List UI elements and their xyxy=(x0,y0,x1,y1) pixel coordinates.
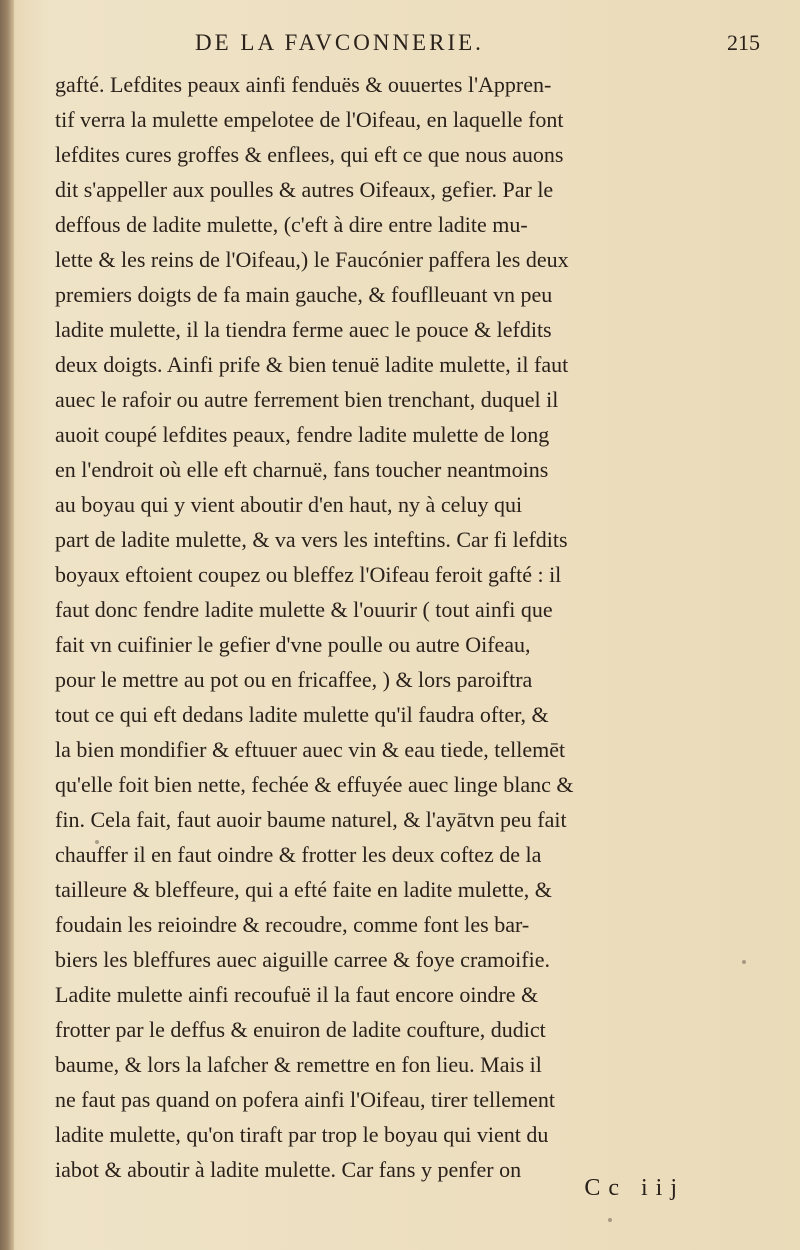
text-line: deffous de ladite mulette, (c'eft à dire entre ladite mu- xyxy=(55,212,528,237)
text-line: faut donc fendre ladite mulette & l'ouurir ( tout ainfi que xyxy=(55,597,553,622)
page-number: 215 xyxy=(727,30,760,55)
text-line: fait vn cuifinier le gefier d'vne poulle ou autre Oifeau, xyxy=(55,632,531,657)
text-line: auoit coupé lefdites peaux, fendre ladite mulette de long xyxy=(55,422,550,447)
text-line: ne faut pas quand on pofera ainfi l'Oifeau, tirer tellement xyxy=(55,1087,555,1112)
text-line: ladite mulette, il la tiendra ferme auec le pouce & lefdits xyxy=(55,317,552,342)
text-line: Ladite mulette ainfi recoufuë il la faut encore oindre & xyxy=(55,982,539,1007)
text-line: dit s'appeller aux poulles & autres Oifeaux, gefier. Par le xyxy=(55,177,554,202)
text-line: au boyau qui y vient aboutir d'en haut, ny à celuy qui xyxy=(55,492,523,517)
text-line: lefdites cures groffes & enflees, qui eft ce que nous auons xyxy=(55,142,564,167)
ink-speck xyxy=(608,1218,612,1222)
ink-speck xyxy=(95,840,99,844)
running-head: DE LA FAVCONNERIE. xyxy=(195,30,484,55)
text-line: ladite mulette, qu'on tiraft par trop le boyau qui vient du xyxy=(55,1122,549,1147)
text-line: chauffer il en faut oindre & frotter les deux coftez de la xyxy=(55,842,542,867)
text-line: tif verra la mulette empelotee de l'Oifeau, en laquelle font xyxy=(55,107,564,132)
text-line: la bien mondifier & eftuuer auec vin & eau tiede, tellemēt xyxy=(55,737,566,762)
text-line: fin. Cela fait, faut auoir baume naturel, & l'ayātvn peu fait xyxy=(55,807,567,832)
text-line: boyaux eftoient coupez ou bleffez l'Oifeau feroit gafté : il xyxy=(55,562,562,587)
text-line: qu'elle foit bien nette, fechée & effuyée auec linge blanc & xyxy=(55,772,574,797)
text-line: tout ce qui eft dedans ladite mulette qu'il faudra ofter, & xyxy=(55,702,549,727)
text-line: lette & les reins de l'Oifeau,) le Faucónier paffera les deux xyxy=(55,247,569,272)
text-line: frotter par le deffus & enuiron de ladite coufture, dudict xyxy=(55,1017,546,1042)
page-header xyxy=(195,30,760,65)
text-line: pour le mettre au pot ou en fricaffee, ) & lors paroiftra xyxy=(55,667,533,692)
text-line: tailleure & bleffeure, qui a efté faite en ladite mulette, & xyxy=(55,877,552,902)
text-line: en l'endroit où elle eft charnuë, fans toucher neantmoins xyxy=(55,457,549,482)
page-binding-edge xyxy=(0,0,14,1250)
ink-speck xyxy=(742,960,746,964)
text-line: premiers doigts de fa main gauche, & fouflleuant vn peu xyxy=(55,282,553,307)
signature-mark: Cc iij xyxy=(584,1175,685,1201)
main-text xyxy=(55,67,765,1187)
text-line: auec le rafoir ou autre ferrement bien trenchant, duquel il xyxy=(55,387,559,412)
text-line: baume, & lors la lafcher & remettre en fon lieu. Mais il xyxy=(55,1052,542,1077)
text-line: biers les bleffures auec aiguille carree & foye cramoifie. xyxy=(55,947,550,972)
text-line: gafté. Lefdites peaux ainfi fenduës & ouuertes l'Appren- xyxy=(55,72,552,97)
text-line: part de ladite mulette, & va vers les inteftins. Car fi lefdits xyxy=(55,527,568,552)
text-line: foudain les reioindre & recoudre, comme font les bar- xyxy=(55,912,530,937)
text-line: iabot & aboutir à ladite mulette. Car fans y penfer on xyxy=(55,1157,522,1182)
text-line: deux doigts. Ainfi prife & bien tenuë ladite mulette, il faut xyxy=(55,352,569,377)
